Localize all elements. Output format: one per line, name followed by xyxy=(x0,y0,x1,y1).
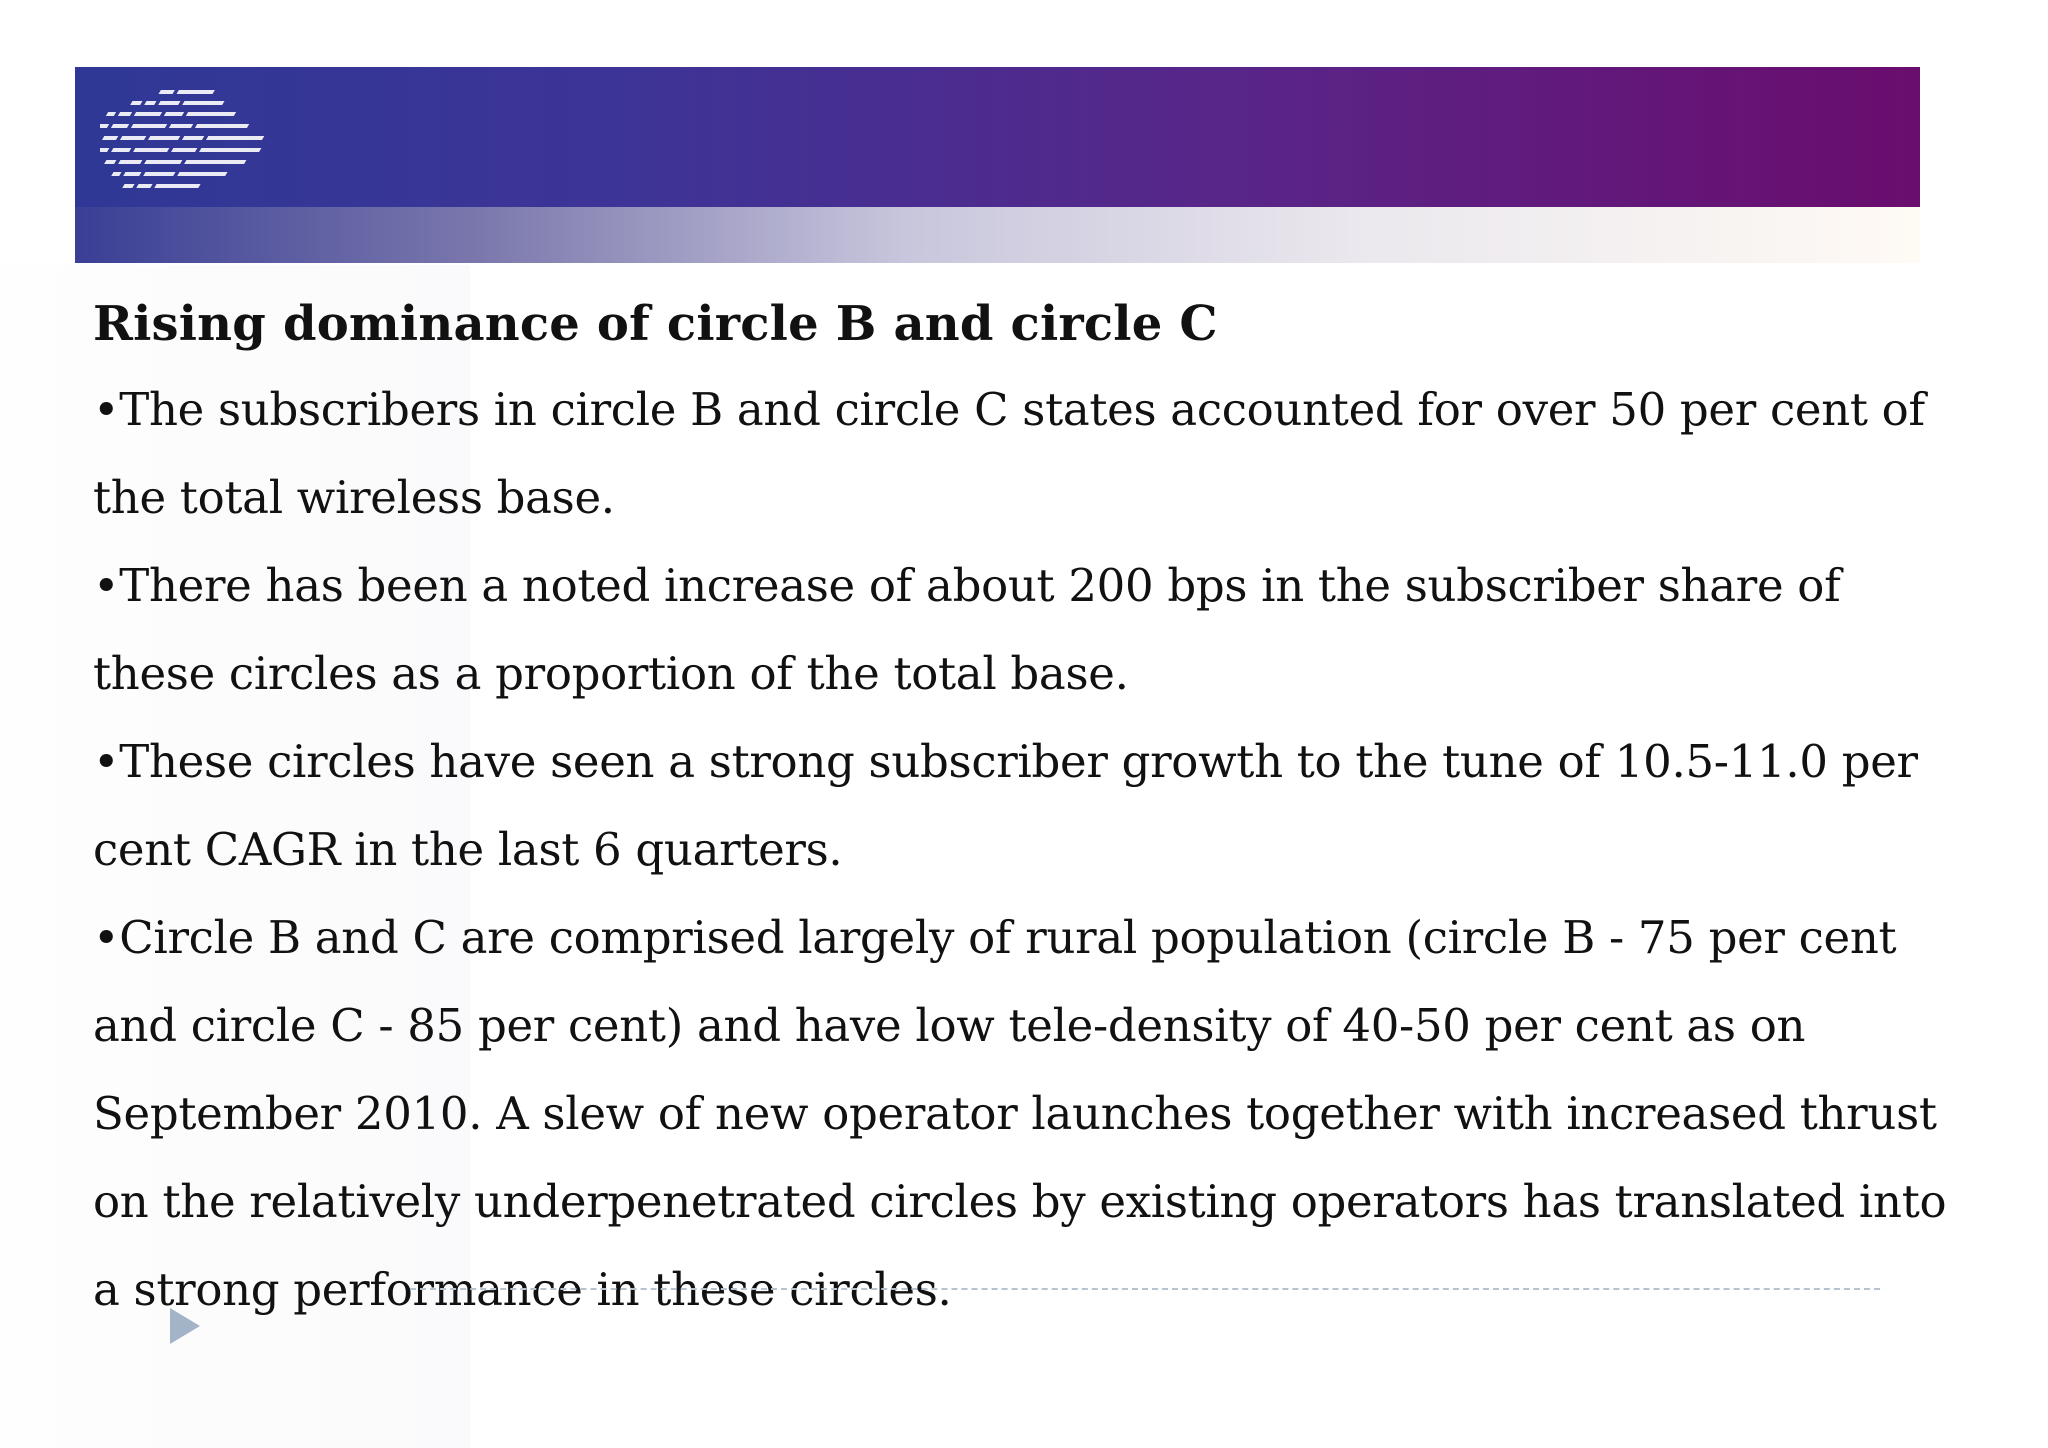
slide-body xyxy=(93,282,1973,1334)
play-triangle-icon xyxy=(170,1308,200,1344)
header-banner xyxy=(75,67,1920,207)
bullet-paragraph: •Circle B and C are comprised largely of rural population (circle B - 75 per cent and circle C - 85 per cent) and have low tele-density of 40-50 per cent as on September 2010. A slew of new operator launches together with increased thrust on the relatively underpenetrated circles by existing operators has translated into a strong performance in these circles. xyxy=(93,911,1947,1316)
slide-title: Rising dominance of circle B and circle C xyxy=(93,296,1218,352)
striped-globe-logo-icon xyxy=(100,88,340,196)
bullet-paragraph: •There has been a noted increase of about 200 bps in the subscriber share of these circles as a proportion of the total base. xyxy=(93,559,1841,700)
bullet-paragraph: •The subscribers in circle B and circle C states accounted for over 50 per cent of the total wireless base. xyxy=(93,383,1925,524)
dashed-divider xyxy=(410,1288,1880,1290)
bullet-paragraph: •These circles have seen a strong subscriber growth to the tune of 10.5-11.0 per cent CAGR in the last 6 quarters. xyxy=(93,735,1918,876)
header-gradient-strip xyxy=(75,207,1920,263)
